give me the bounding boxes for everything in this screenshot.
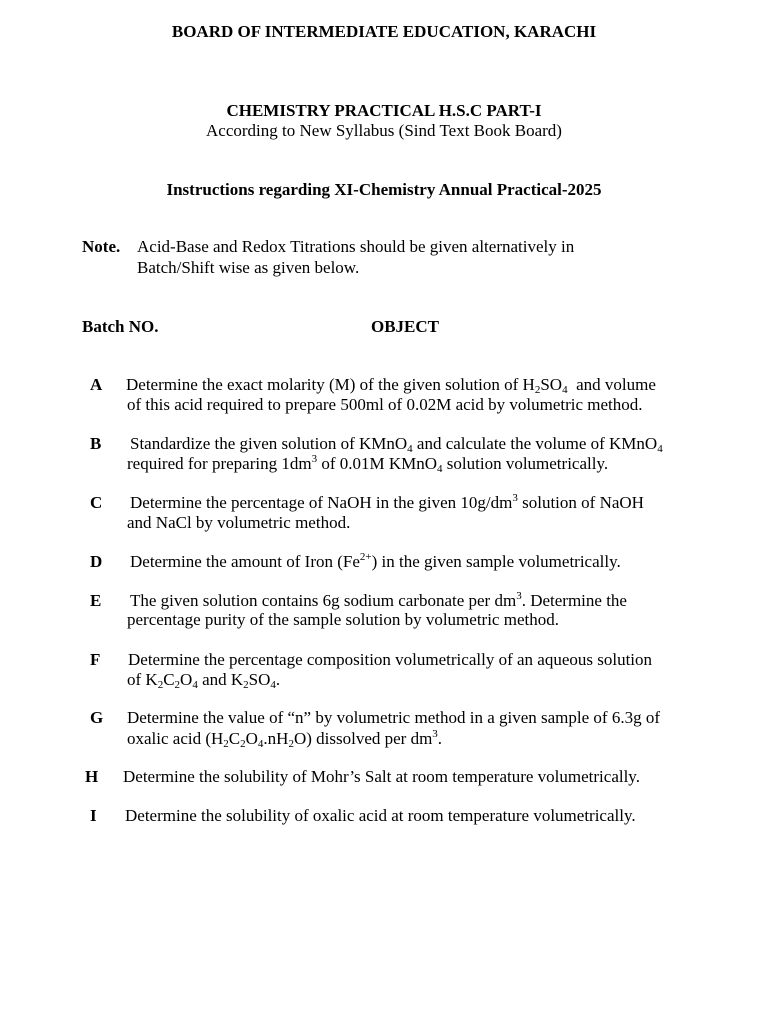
batch-letter: E (90, 591, 102, 610)
batch-c-line-2: and NaCl by volumetric method. (127, 513, 351, 532)
batch-g-line-1: Determine the value of “n” by volumetric method in a given sample of 6.3g of (127, 708, 660, 727)
note-line-1: Acid-Base and Redox Titrations should be given alternatively in (137, 237, 575, 256)
batch-h-line-1: Determine the solubility of Mohr’s Salt at room temperature volumetrically. (123, 767, 640, 786)
note-line-2: Batch/Shift wise as given below. (137, 258, 360, 277)
object-header: OBJECT (371, 317, 440, 336)
batch-letter: I (90, 806, 97, 825)
board-title: BOARD OF INTERMEDIATE EDUCATION, KARACHI (171, 22, 597, 41)
batch-e-line-2: percentage purity of the sample solution by volumetric method. (127, 610, 559, 629)
batch-i-line-1: Determine the solubility of oxalic acid at room temperature volumetrically. (125, 806, 636, 825)
batch-f-line-1: Determine the percentage composition volumetrically of an aqueous solution (128, 650, 653, 669)
batch-letter: D (90, 552, 103, 571)
batch-letter: F (90, 650, 101, 669)
batch-header: Batch NO. (82, 317, 159, 336)
batch-b-line-1: Standardize the given solution of KMnO$_4$ and calculate the volume of KMnO$_4$ (130, 434, 663, 455)
batch-d-line-1: Determine the amount of Iron $(Fe^{2+})$ in the given sample volumetrically. (130, 551, 621, 571)
batch-c-line-1: Determine the percentage of NaOH in the given $10g/dm^3$ solution of NaOH (130, 492, 644, 512)
course-title: CHEMISTRY PRACTICAL H.S.C PART-I (226, 101, 542, 120)
batch-a-line-2: of this acid required to prepare 500ml of 0.02M acid by volumetric method. (127, 395, 643, 414)
batch-a-line-1: Determine the exact molarity (M) of the given solution of $H_2SO_4$ and volume (126, 375, 656, 396)
batch-letter: G (90, 708, 104, 727)
batch-g-line-2: oxalic acid $(H_2C_2O_4.nH_2O)$ dissolved per $dm^3$. (127, 728, 443, 750)
syllabus-line: According to New Syllabus (Sind Text Book Board) (206, 121, 562, 140)
batch-letter: C (90, 493, 103, 512)
instructions-title: Instructions regarding XI-Chemistry Annual Practical-2025 (166, 180, 602, 199)
batch-letter: A (90, 375, 103, 394)
batch-letter: B (90, 434, 102, 453)
batch-f-line-2: of $K_2C_2O_4$ and $K_2SO_4$. (127, 670, 281, 691)
note-label: Note. (82, 237, 121, 256)
batch-e-line-1: The given solution contains 6g sodium carbonate per $dm^3$. Determine the (130, 590, 627, 610)
batch-b-line-2: required for preparing $1dm^3$ of 0.01M KMnO$_4$ solution volumetrically. (127, 453, 609, 475)
batch-letter: H (85, 767, 99, 786)
